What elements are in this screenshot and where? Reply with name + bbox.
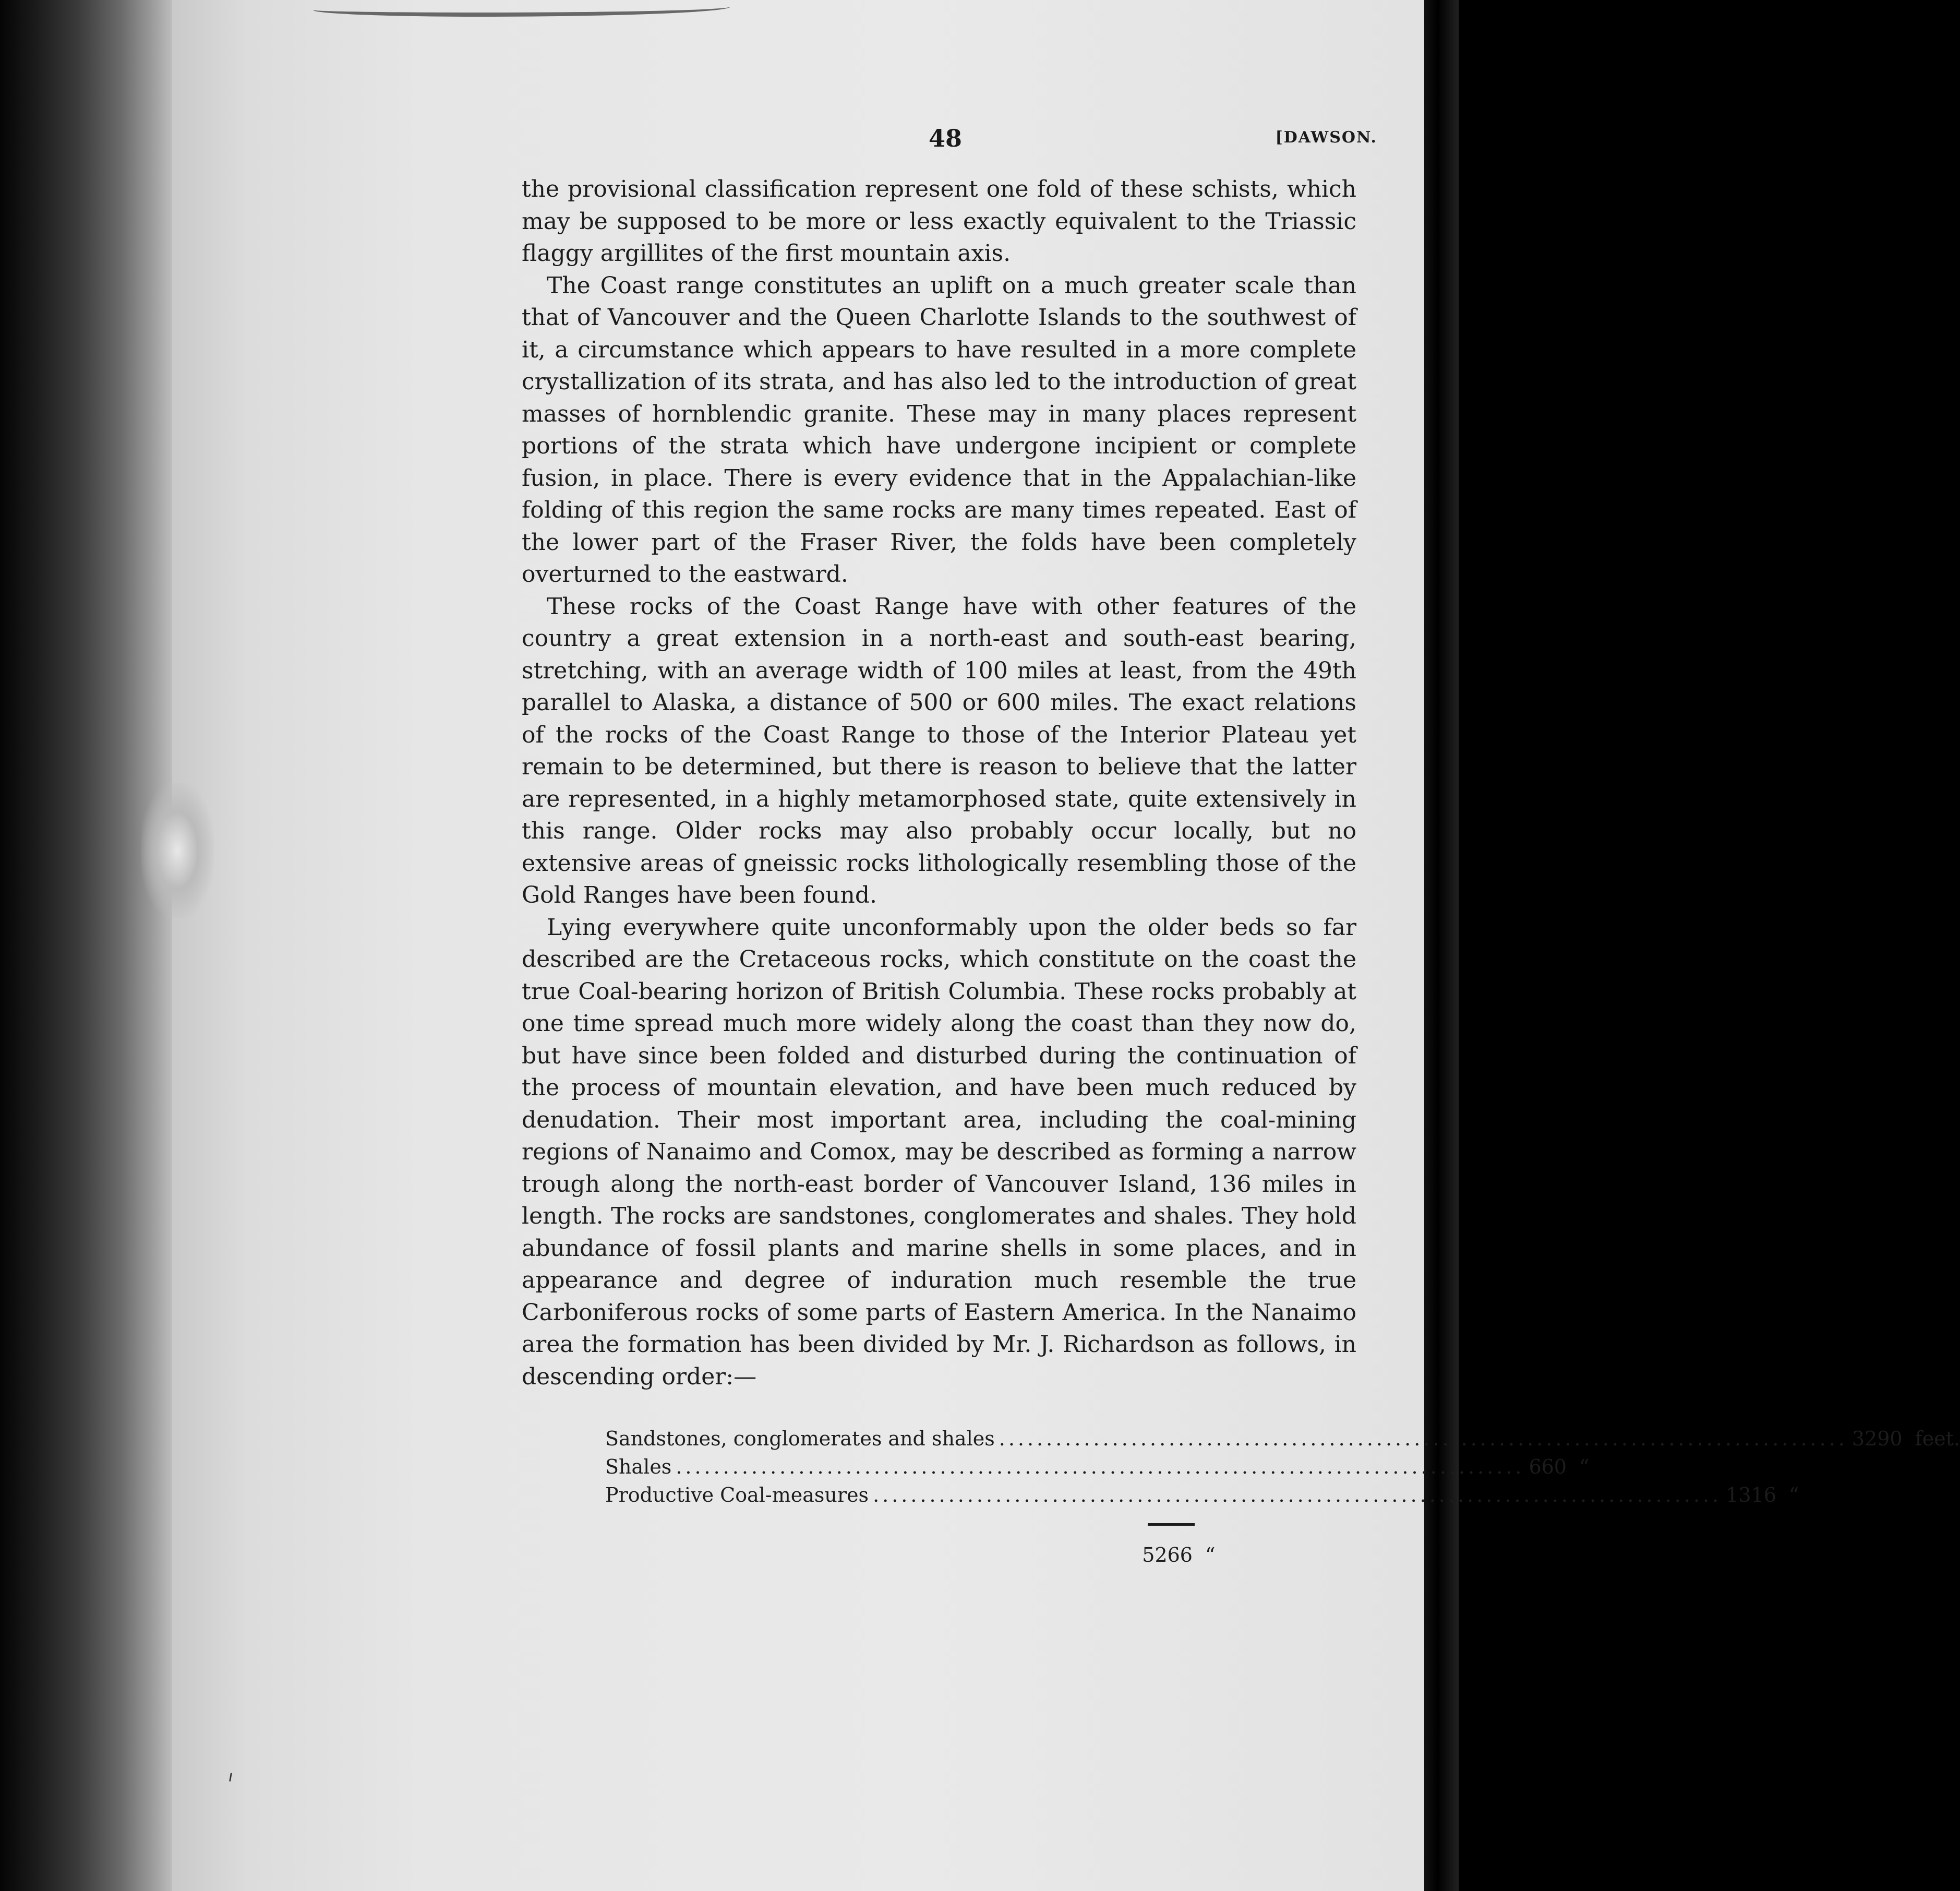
binding-tear	[141, 783, 214, 918]
stratum-thickness: 3290	[1851, 1427, 1903, 1450]
stratum-label: Shales	[605, 1455, 672, 1478]
leader-dots: ..........................................................................................	[676, 1455, 1525, 1478]
stratum-unit: “	[1579, 1455, 1590, 1478]
book-binding	[0, 0, 172, 1891]
stratum-label: Productive Coal-measures	[605, 1483, 869, 1506]
leader-dots: ..........................................................................................	[999, 1427, 1848, 1450]
table-row	[605, 1427, 1960, 1455]
stratum-unit: feet.	[1915, 1427, 1960, 1450]
body-text	[522, 173, 1356, 1393]
paragraph-2: The Coast range constitutes an uplift on a much greater scale than that of Vancouver and the Queen Charlotte Islands to the southwest of it, a circumstance which appears to have resulted in a more complete crystallization of its strata, and has also led to the introduction of great masses of hornblendic granite. These may in many places represent portions of the strata which have undergone incipient or complete fusion, in place. There is every evidence that in the Appalachian-like folding of this region the same rocks are many times repeated. East of the lower part of the Fraser River, the folds have been completely overturned to the eastward.	[522, 272, 1356, 588]
table-row	[605, 1455, 1590, 1483]
table-row	[605, 1483, 1799, 1512]
paragraph-1: the provisional classification represent one fold of these schists, which may be supposed to be more or less exactly equivalent to the Triassic flaggy argillites of the first mountain axis.	[522, 176, 1356, 267]
total-thickness: 5266	[1142, 1543, 1193, 1566]
leader-dots: ..........................................................................................	[873, 1483, 1722, 1506]
stratum-label: Sandstones, conglomerates and shales	[605, 1427, 995, 1450]
table-total-row	[605, 1543, 1262, 1572]
paragraph-4: Lying everywhere quite unconformably upon the older beds so far described are the Cretaceous rocks, which constitute on the coast the true Coal-bearing horizon of British Columbia. These rocks probably at one time spread much more widely along the coast than they now do, but have since been folded and disturbed during the continuation of the process of mountain elevation, and have been much reduced by denudation. Their most important area, including the coal-mining regions of Nanaimo and Comox, may be described as forming a narrow trough along the north-east border of Vancouver Island, 136 miles in length. The rocks are sandstones, conglomerates and shales. They hold abundance of fossil plants and marine shells in some places, and in appearance and degree of induration much resemble the true Carboniferous rocks of some parts of Eastern America. In the Nanaimo area the formation has been divided by Mr. J. Richardson as follows, in descending order:—	[522, 914, 1356, 1390]
stratum-thickness: 660	[1529, 1455, 1567, 1478]
paragraph-3: These rocks of the Coast Range have with other features of the country a great extension in a north-east and south-east bearing, stretching, with an average width of 100 miles at least, from the 49th parallel to Alaska, a distance of 500 or 600 miles. The exact relations of the rocks of the Coast Range to those of the Interior Plateau yet remain to be determined, but there is reason to believe that the latter are represented, in a highly metamorphosed state, quite extensively in this range. Older rocks may also probably occur locally, but no extensive areas of gneissic rocks lithologically resembling those of the Gold Ranges have been found.	[522, 593, 1356, 908]
page-header	[522, 124, 1377, 166]
stratum-thickness: 1316	[1726, 1483, 1776, 1506]
right-page-edge	[1424, 0, 1459, 1891]
stratum-unit: “	[1788, 1483, 1799, 1506]
margin-mark: ᐟ	[223, 1768, 243, 1794]
strata-table	[605, 1427, 1960, 1572]
running-head: [DAWSON.	[1275, 128, 1377, 147]
total-unit: “	[1205, 1543, 1216, 1566]
page-number: 48	[929, 124, 963, 152]
sum-rule	[1148, 1523, 1195, 1526]
